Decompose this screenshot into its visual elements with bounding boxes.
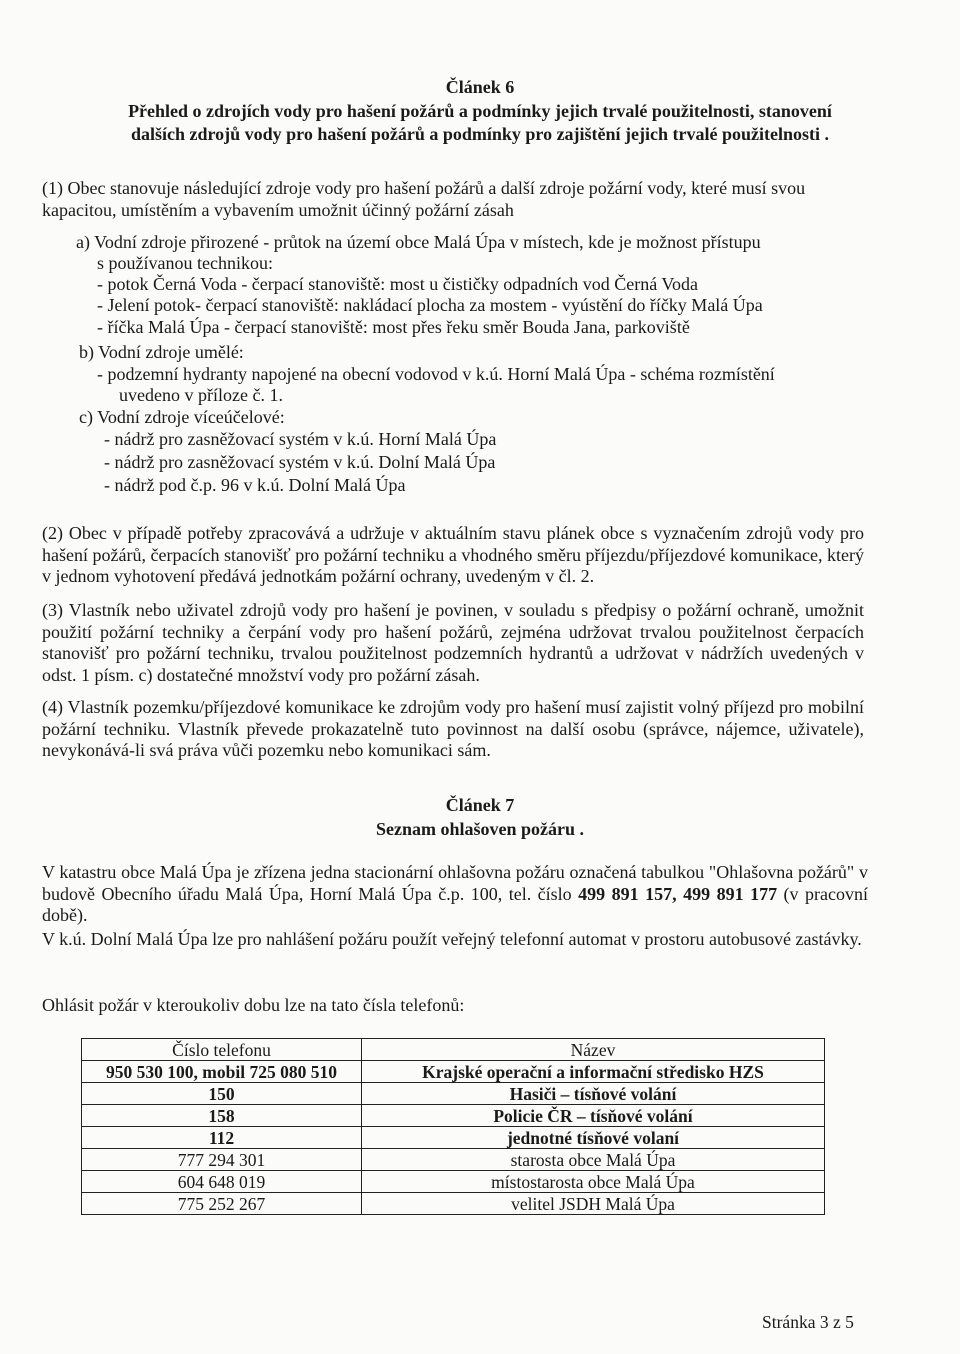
- phone-number-cell: 158: [82, 1105, 362, 1127]
- list-a-heading: a) Vodní zdroje přirozené - průtok na území obce Malá Úpa v místech, kde je možnost přístupu: [76, 232, 761, 252]
- column-header-number: Číslo telefonu: [82, 1039, 362, 1061]
- table-header-row: [82, 1039, 825, 1061]
- phone-number-cell: 775 252 267: [82, 1193, 362, 1215]
- article-7-paragraph-3: Ohlásit požár v kteroukoliv dobu lze na tato čísla telefonů:: [42, 995, 465, 1015]
- phone-numbers-table: [81, 1038, 825, 1215]
- article-7-paragraph-2: V k.ú. Dolní Malá Úpa lze pro nahlášení požáru použít veřejný telefonní automat v prostoru autobusové zastávky.: [42, 929, 862, 949]
- paragraph-4: (4) Vlastník pozemku/příjezdové komunikace ke zdrojům vody pro hašení musí zajistit volný příjezd pro mobilní požární techniku. Vlastník převede prokazatelně tuto povinnost na další osobu (správce, nájemce, uživatele), nevykonává-li svá práva vůči pozemku nebo komunikaci sám.: [42, 697, 864, 760]
- article-6-subtitle-line-2: dalších zdrojů vody pro hašení požárů a podmínky pro zajištění jejich trvalé použitelnosti .: [130, 124, 830, 144]
- article-7-title: Článek 7: [445, 795, 515, 815]
- phone-name-cell: jednotné tísňové volaní: [362, 1127, 825, 1149]
- phone-number-cell: 112: [82, 1127, 362, 1149]
- phone-name-cell: Policie ČR – tísňové volání: [362, 1105, 825, 1127]
- list-a-item: - říčka Malá Úpa - čerpací stanoviště: most přes řeku směr Bouda Jana, parkoviště: [97, 317, 690, 337]
- list-c-item: - nádrž pod č.p. 96 v k.ú. Dolní Malá Úpa: [104, 475, 406, 495]
- paragraph-3: (3) Vlastník nebo uživatel zdrojů vody pro hašení je povinen, v souladu s předpisy o požární ochraně, umožnit použití požární techniky a čerpání vody pro hašení požárů, zejména udržovat trvalou použitelnost čerpacích stanovišť pro požární techniku, trvalou použitelnost podzemních hydrantů a udržovat v nádržích uvedených v odst. 1 písm. c) dostatečné množství vody pro požární zásah.: [42, 600, 864, 685]
- list-b-item: - podzemní hydranty napojené na obecní vodovod v k.ú. Horní Malá Úpa - schéma rozmístění: [97, 364, 775, 384]
- phone-name-cell: starosta obce Malá Úpa: [362, 1149, 825, 1171]
- list-a-item: - Jelení potok- čerpací stanoviště: nakládací plocha za mostem - vyústění do říčky Malá Úpa: [97, 295, 763, 315]
- list-c-item: - nádrž pro zasněžovací systém v k.ú. Horní Malá Úpa: [104, 429, 497, 449]
- table-row: [82, 1193, 825, 1215]
- paragraph-1-intro: (1) Obec stanovuje následující zdroje vody pro hašení požárů a další zdroje požární vody, které musí svou kapacitou, umístěním a vybavením umožnit účinný požární zásah: [42, 178, 806, 220]
- paragraph-2: (2) Obec v případě potřeby zpracovává a udržuje v aktuálním stavu plánek obce s vyznačením zdrojů vody pro hašení požárů, čerpacích stanovišť pro požární techniku a vhodného směru příjezdu/příjezdové komunikace, který v jednom vyhotovení předává jednotkám požární ochrany, uvedeným v čl. 2.: [42, 523, 864, 586]
- list-c-heading: c) Vodní zdroje víceúčelové:: [79, 407, 285, 427]
- list-b-heading: b) Vodní zdroje umělé:: [79, 342, 244, 362]
- phone-name-cell: Krajské operační a informační středisko HZS: [362, 1061, 825, 1083]
- phone-number-cell: 950 530 100, mobil 725 080 510: [82, 1061, 362, 1083]
- phone-name-cell: místostarosta obce Malá Úpa: [362, 1171, 825, 1193]
- table-row: [82, 1127, 825, 1149]
- phone-number-cell: 777 294 301: [82, 1149, 362, 1171]
- list-a-heading-cont: s používanou technikou:: [97, 253, 273, 273]
- article-7-paragraph-1-end: (v pracovní době).: [42, 883, 869, 925]
- table-row: [82, 1061, 825, 1083]
- table-row: [82, 1149, 825, 1171]
- phone-number-cell: 150: [82, 1083, 362, 1105]
- table-row: [82, 1083, 825, 1105]
- list-b-item-cont: uvedeno v příloze č. 1.: [119, 385, 283, 405]
- list-a-item: - potok Černá Voda - čerpací stanoviště: most u čističky odpadních vod Černá Voda: [97, 274, 699, 294]
- phone-name-cell: velitel JSDH Malá Úpa: [362, 1193, 825, 1215]
- table-row: [82, 1171, 825, 1193]
- page-number: Stránka 3 z 5: [762, 1312, 854, 1332]
- article-6-subtitle-line-1: Přehled o zdrojích vody pro hašení požárů a podmínky jejich trvalé použitelnosti, stanovení: [128, 101, 832, 121]
- phone-number-cell: 604 648 019: [82, 1171, 362, 1193]
- article-6-title: Článek 6: [445, 77, 515, 97]
- list-c-item: - nádrž pro zasněžovací systém v k.ú. Dolní Malá Úpa: [104, 452, 496, 472]
- table-row: [82, 1105, 825, 1127]
- office-phone-numbers: 499 891 157, 499 891 177: [578, 883, 778, 904]
- phone-name-cell: Hasiči – tísňové volání: [362, 1083, 825, 1105]
- article-7-subtitle: Seznam ohlašoven požáru .: [375, 819, 584, 839]
- article-7-paragraph-1: [42, 862, 868, 927]
- column-header-name: Název: [362, 1039, 825, 1061]
- article-7-paragraph-1-text: V katastru obce Malá Úpa je zřízena jedna stacionární ohlašovna požáru označená tabulkou "Ohlašovna požárů" v budově Obecního úřadu Malá Úpa, Horní Malá Úpa č.p. 100, tel. číslo: [42, 862, 868, 904]
